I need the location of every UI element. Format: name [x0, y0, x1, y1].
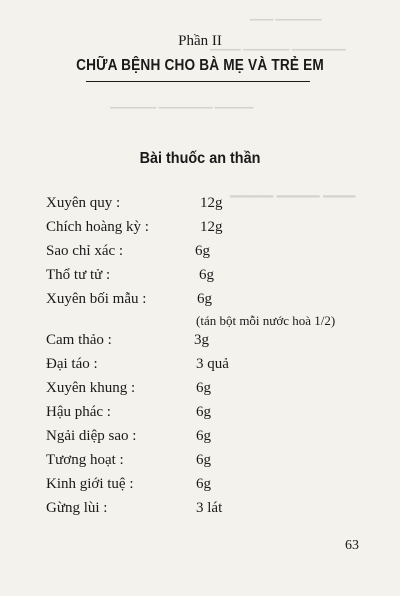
ingredient-name: Kinh giới tuệ : [46, 476, 134, 492]
ingredient-amount: 3 lát [196, 500, 223, 516]
bleed-through-text: ▁▁▁▁▁▁ ▁▁▁ [250, 10, 322, 21]
ingredient-name: Đại táo : [46, 356, 98, 372]
bleed-through-text: ▁▁▁▁▁▁▁ ▁▁▁▁▁▁ ▁▁▁▁ [210, 40, 346, 51]
ingredient-amount: 6g [195, 243, 210, 259]
ingredient-row [0, 401, 400, 423]
bleed-through-text: ▁▁▁▁▁ ▁▁▁▁▁▁▁ ▁▁▁▁▁▁ [110, 98, 254, 109]
section-title: Bài thuốc an thần [139, 150, 261, 167]
preparation-note: (tán bột mỗi nước hoà 1/2) [196, 313, 336, 328]
ingredient-row [0, 192, 400, 214]
ingredient-name: Xuyên quy : [46, 195, 121, 211]
ingredient-row [0, 449, 400, 471]
ingredient-amount: 12g [200, 195, 223, 211]
ingredient-amount: 12g [200, 219, 223, 235]
ingredient-row [0, 288, 400, 310]
page-number: 63 [345, 538, 359, 553]
ingredient-row [0, 264, 400, 286]
ingredient-row [0, 240, 400, 262]
ingredient-amount: 6g [196, 404, 211, 420]
ingredient-name: Cam thảo : [46, 332, 112, 348]
ingredient-row [0, 377, 400, 399]
ingredient-row [0, 353, 400, 375]
bleed-through-text: ▁▁▁ ▁▁▁▁ ▁▁▁▁ [230, 183, 356, 198]
ingredient-row [0, 216, 400, 238]
ingredient-name: Hậu phác : [46, 404, 111, 420]
ingredient-amount: 6g [196, 428, 211, 444]
ingredient-amount: 6g [196, 476, 211, 492]
ingredient-name: Xuyên khung : [46, 380, 136, 396]
ingredient-name: Ngải diệp sao : [46, 428, 137, 444]
ingredient-amount: 3g [194, 332, 209, 348]
ingredient-name: Xuyên bối mẫu : [46, 291, 147, 307]
ingredient-amount: 3 quả [196, 356, 229, 372]
ingredient-row [0, 497, 400, 519]
ingredient-amount: 6g [196, 452, 211, 468]
ingredient-name: Tương hoạt : [46, 452, 124, 468]
ingredient-row [0, 329, 400, 351]
ingredient-name: Chích hoàng kỳ : [46, 219, 149, 235]
ingredient-row [0, 425, 400, 447]
ingredient-row [0, 473, 400, 495]
chapter-title: CHỮA BỆNH CHO BÀ MẸ VÀ TRẺ EM [76, 57, 324, 74]
title-underline [86, 81, 310, 82]
ingredient-amount: 6g [196, 380, 211, 396]
ingredient-name: Thổ tư tử : [46, 267, 111, 283]
ingredient-name: Sao chỉ xác : [46, 243, 124, 259]
part-label: Phần II [178, 33, 222, 49]
ingredient-amount: 6g [197, 291, 212, 307]
ingredient-amount: 6g [199, 267, 214, 283]
ingredient-name: Gừng lùi : [46, 500, 108, 516]
